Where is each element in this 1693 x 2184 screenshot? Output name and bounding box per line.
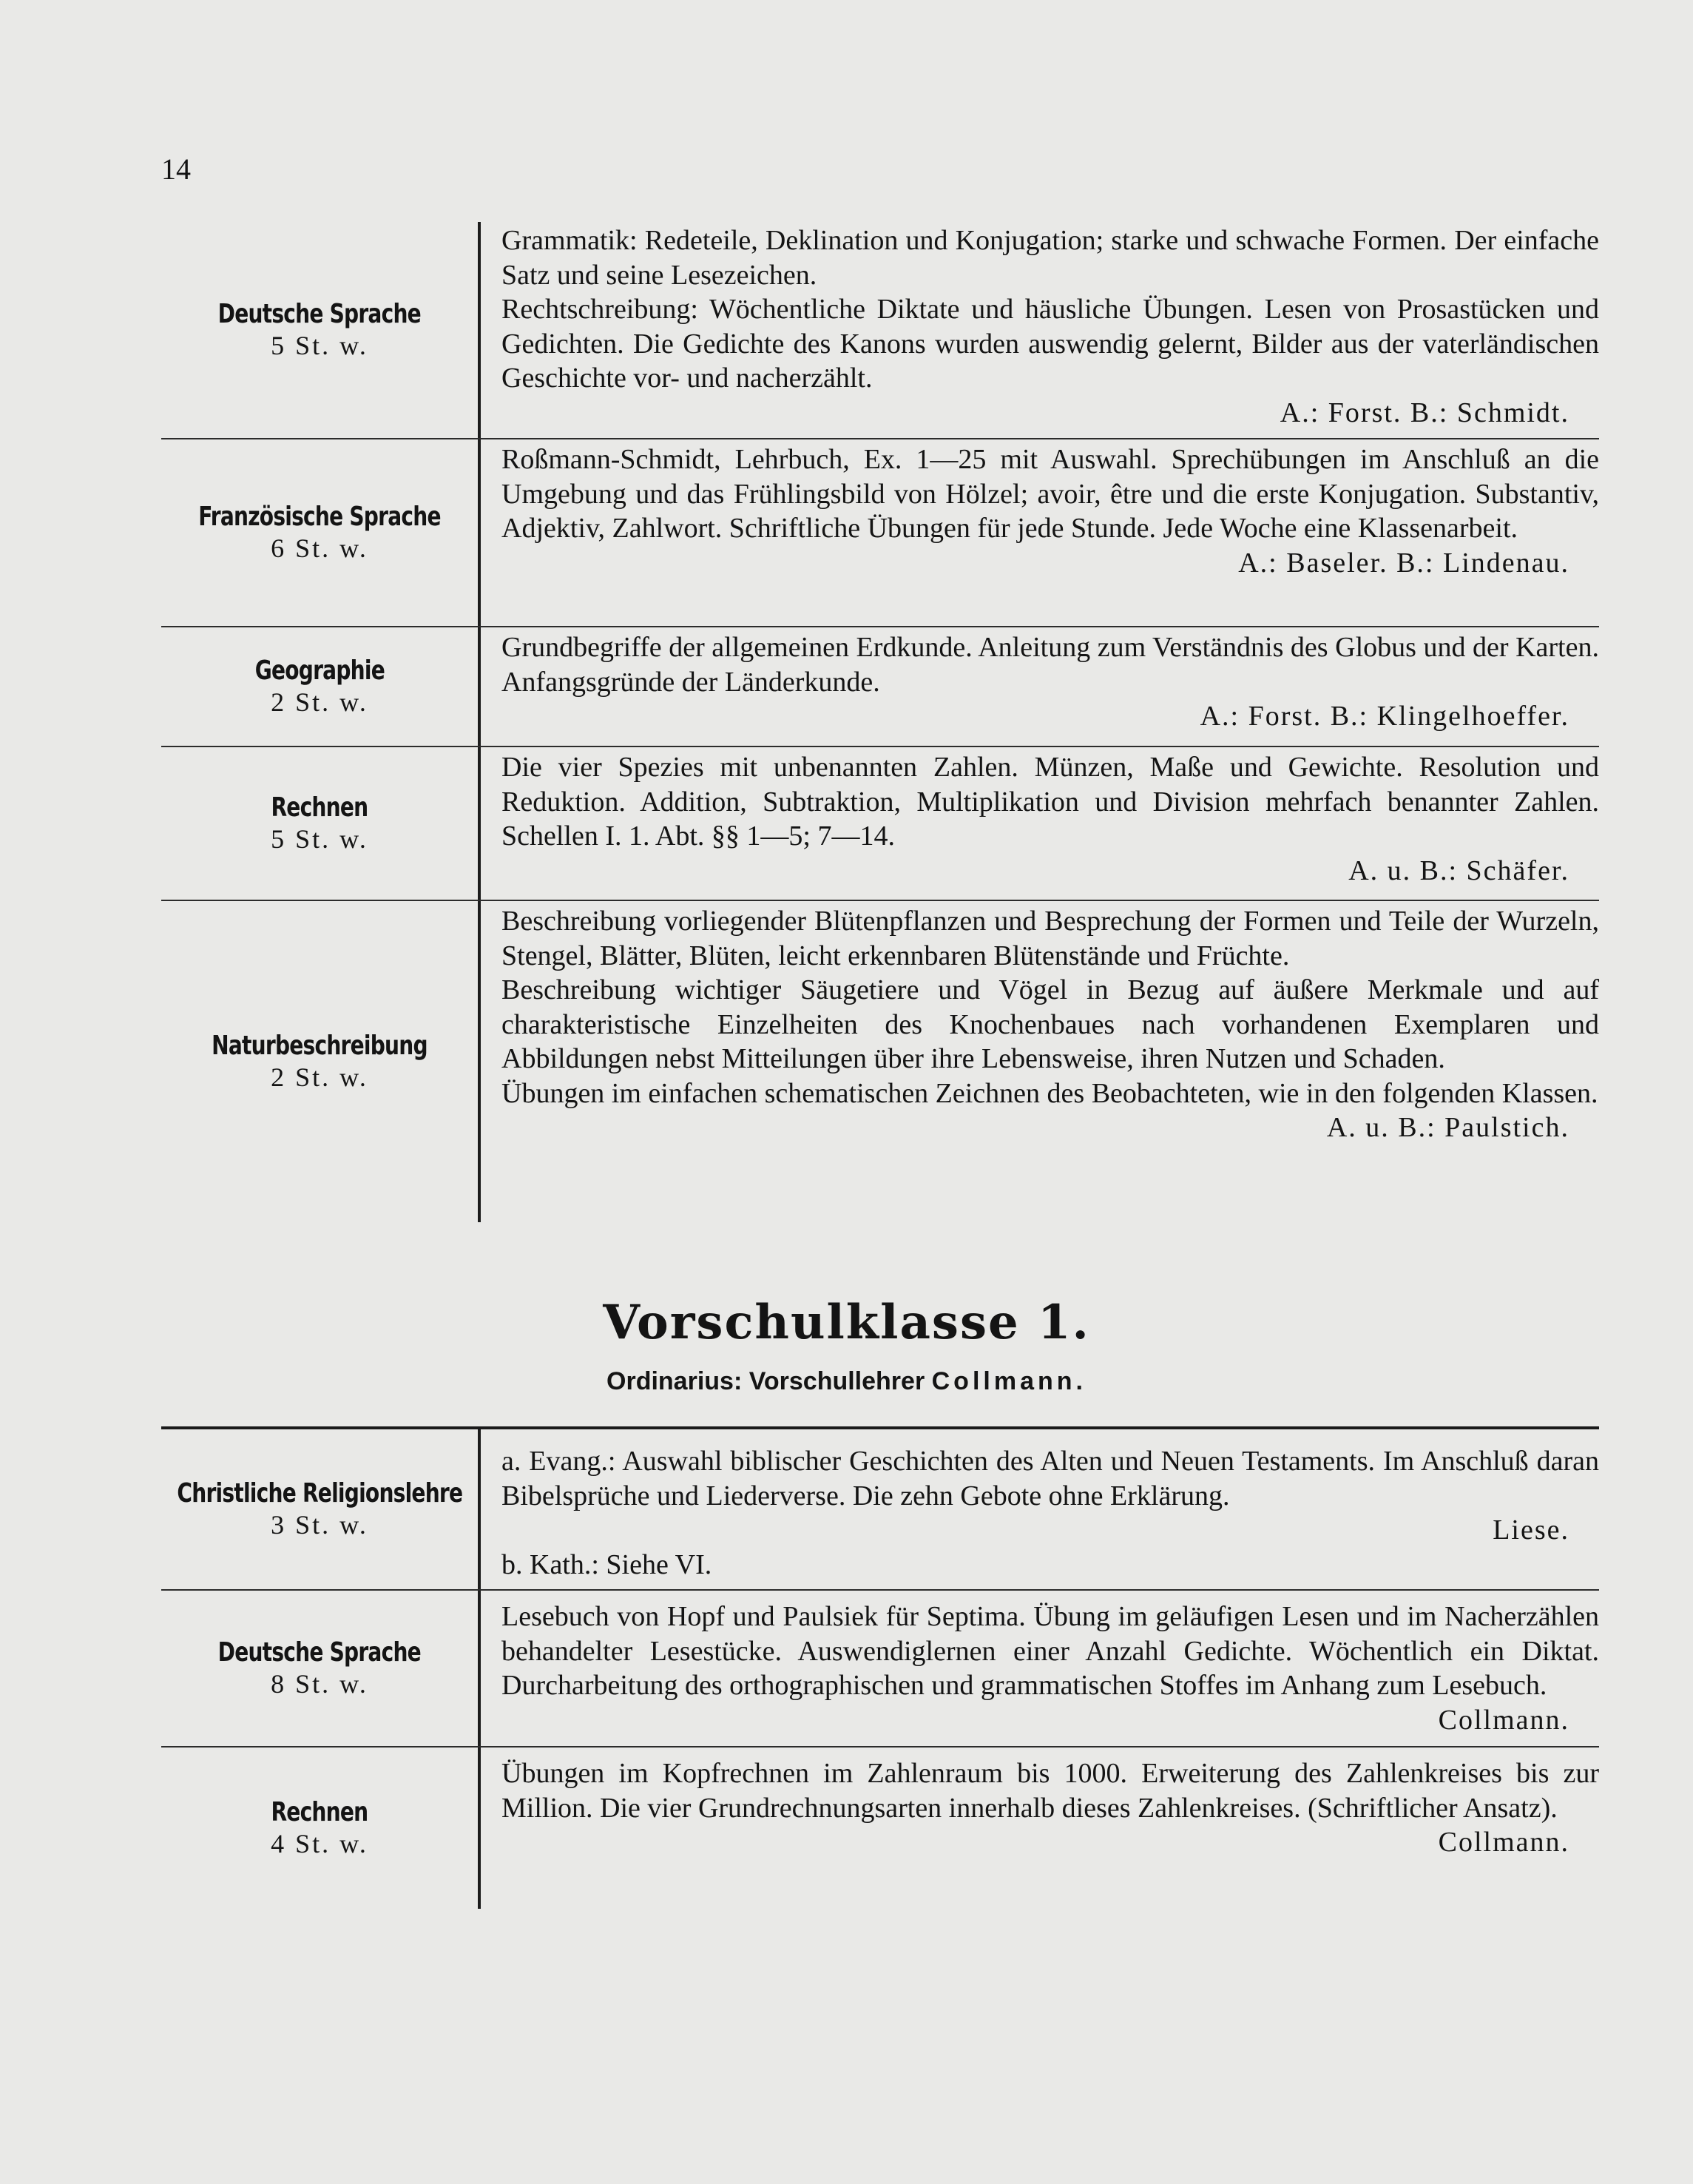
subject-hours: 5 St. w. — [271, 331, 368, 360]
subject-hours: 3 St. w. — [271, 1510, 368, 1540]
subject-name: Deutsche Sprache — [217, 1637, 422, 1668]
ordinarius-role: Vorschullehrer — [748, 1367, 925, 1395]
subject-hours: 5 St. w. — [271, 824, 368, 854]
row-naturbeschreibung — [161, 900, 1599, 1222]
subject-name: Rechnen — [271, 1796, 368, 1827]
teacher-line: A.: Baseler. B.: Lindenau. — [1238, 547, 1569, 579]
content-paragraph: a. Evang.: Auswahl biblischer Geschichten des Alten und Neuen Testaments. Im Anschluß daran Bibelsprüche und Liederverse. Die zehn Gebote ohne Erklärung. — [501, 1446, 1599, 1511]
teacher-line: Collmann. — [1438, 1827, 1569, 1858]
content-paragraph: Beschreibung wichtiger Säugetiere und Vögel in Bezug auf äußere Merkmale und auf charakteristische Einzelheiten des Knochenbaues nach vorhandenen Exemplaren und Abbildungen nebst Mitteilungen über ihre Lebensweise, ihren Nutzen und Schaden. — [501, 974, 1599, 1074]
content-cell — [481, 901, 1599, 1222]
subject-name: Christliche Religionslehre — [177, 1477, 462, 1509]
subject-cell — [161, 222, 478, 438]
subject-cell — [161, 627, 478, 746]
subject-table-lower — [161, 1426, 1599, 1909]
content-paragraph: Beschreibung vorliegender Blütenpflanzen und Besprechung der Formen und Teile der Wurzeln, Stengel, Blätter, Blüten, leicht erkennbaren Blütenstände und Früchte. — [501, 906, 1599, 971]
row-franzoesische-sprache — [161, 438, 1599, 626]
subject-name: Französische Sprache — [198, 501, 441, 532]
subject-cell — [161, 1591, 478, 1746]
content-cell — [481, 1591, 1599, 1746]
subject-cell — [161, 1429, 478, 1589]
row-deutsche-sprache — [161, 222, 1599, 438]
subject-hours: 6 St. w. — [271, 533, 368, 563]
teacher-line: A. u. B.: Schäfer. — [1348, 855, 1569, 886]
subject-hours: 2 St. w. — [271, 687, 368, 717]
content-paragraph: Roßmann-Schmidt, Lehrbuch, Ex. 1—25 mit Auswahl. Sprechübungen im Anschluß an die Umgebung und das Frühlingsbild von Hölzel; avoir, être und die erste Konjugation. Substantiv, Adjektiv, Zahlwort. Schriftliche Übungen für jede Stunde. Jede Woche eine Klassenarbeit. — [501, 444, 1599, 544]
subject-cell — [161, 747, 478, 900]
ordinarius-line — [0, 1367, 1693, 1396]
row-deutsche-sprache-vorschule — [161, 1589, 1599, 1746]
subject-hours: 8 St. w. — [271, 1669, 368, 1699]
content-cell — [481, 1747, 1599, 1909]
content-paragraph: b. Kath.: Siehe VI. — [501, 1548, 712, 1580]
subject-hours: 2 St. w. — [271, 1062, 368, 1092]
teacher-line: Liese. — [1493, 1514, 1569, 1546]
content-paragraph: Lesebuch von Hopf und Paulsiek für Septima. Übung im geläufigen Lesen und im Nacherzählen behandelter Lesestücke. Auswendiglernen einer Anzahl Gedichte. Wöchentlich ein Diktat. Durcharbeitung des orthographischen und grammatischen Stoffes im Anhang zum Lesebuch. — [501, 1601, 1599, 1701]
subject-name: Geographie — [254, 655, 385, 686]
teacher-line: Collmann. — [1438, 1704, 1569, 1736]
content-paragraph: Grundbegriffe der allgemeinen Erdkunde. Anleitung zum Verständnis des Globus und der Karten. Anfangsgründe der Länderkunde. — [501, 632, 1599, 698]
content-cell — [481, 627, 1599, 746]
teacher-line: A. u. B.: Paulstich. — [1326, 1112, 1569, 1143]
subject-cell — [161, 439, 478, 626]
row-geographie — [161, 626, 1599, 746]
content-paragraph: Übungen im Kopfrechnen im Zahlenraum bis 1000. Erweiterung des Zahlenkreises bis zur Million. Die vier Grundrechnungsarten innerhalb dieses Zahlenkreises. (Schriftlicher Ansatz). — [501, 1758, 1599, 1824]
row-rechnen — [161, 746, 1599, 900]
ordinarius-name: Collmann. — [931, 1367, 1087, 1395]
content-paragraph: Übungen im einfachen schematischen Zeichnen des Beobachteten, wie in den folgenden Klassen. — [501, 1077, 1598, 1109]
content-paragraph: Rechtschreibung: Wöchentliche Diktate und häusliche Übungen. Lesen von Prosastücken und Gedichten. Die Gedichte des Kanons wurden auswendig gelernt, Bilder aus der vaterländischen Geschichte vor- und nacherzählt. — [501, 294, 1599, 394]
content-cell — [481, 222, 1599, 438]
content-cell — [481, 1429, 1599, 1589]
page-number: 14 — [161, 152, 191, 186]
row-christliche-religionslehre — [161, 1426, 1599, 1589]
ordinarius-label: Ordinarius: — [606, 1367, 743, 1395]
subject-name: Deutsche Sprache — [217, 298, 422, 329]
subject-name: Naturbeschreibung — [212, 1030, 428, 1061]
teacher-line: A.: Forst. B.: Schmidt. — [1280, 397, 1569, 428]
subject-name: Rechnen — [271, 792, 368, 823]
content-cell — [481, 747, 1599, 900]
content-paragraph: Die vier Spezies mit unbenannten Zahlen. Münzen, Maße und Gewichte. Resolution und Reduktion. Addition, Subtraktion, Multiplikation und Division mehrfach benannter Zahlen. Schellen I. 1. Abt. §§ 1—5; 7—14. — [501, 752, 1599, 852]
subject-hours: 4 St. w. — [271, 1829, 368, 1858]
subject-cell — [161, 901, 478, 1222]
content-paragraph: Grammatik: Redeteile, Deklination und Konjugation; starke und schwache Formen. Der einfache Satz und seine Lesezeichen. — [501, 225, 1599, 291]
section-heading: Vorschulklasse 1. — [603, 1295, 1090, 1350]
content-cell — [481, 439, 1599, 626]
teacher-line: A.: Forst. B.: Klingelhoeffer. — [1200, 701, 1569, 732]
subject-cell — [161, 1747, 478, 1909]
subject-table-upper — [161, 222, 1599, 1222]
row-rechnen-vorschule — [161, 1746, 1599, 1909]
